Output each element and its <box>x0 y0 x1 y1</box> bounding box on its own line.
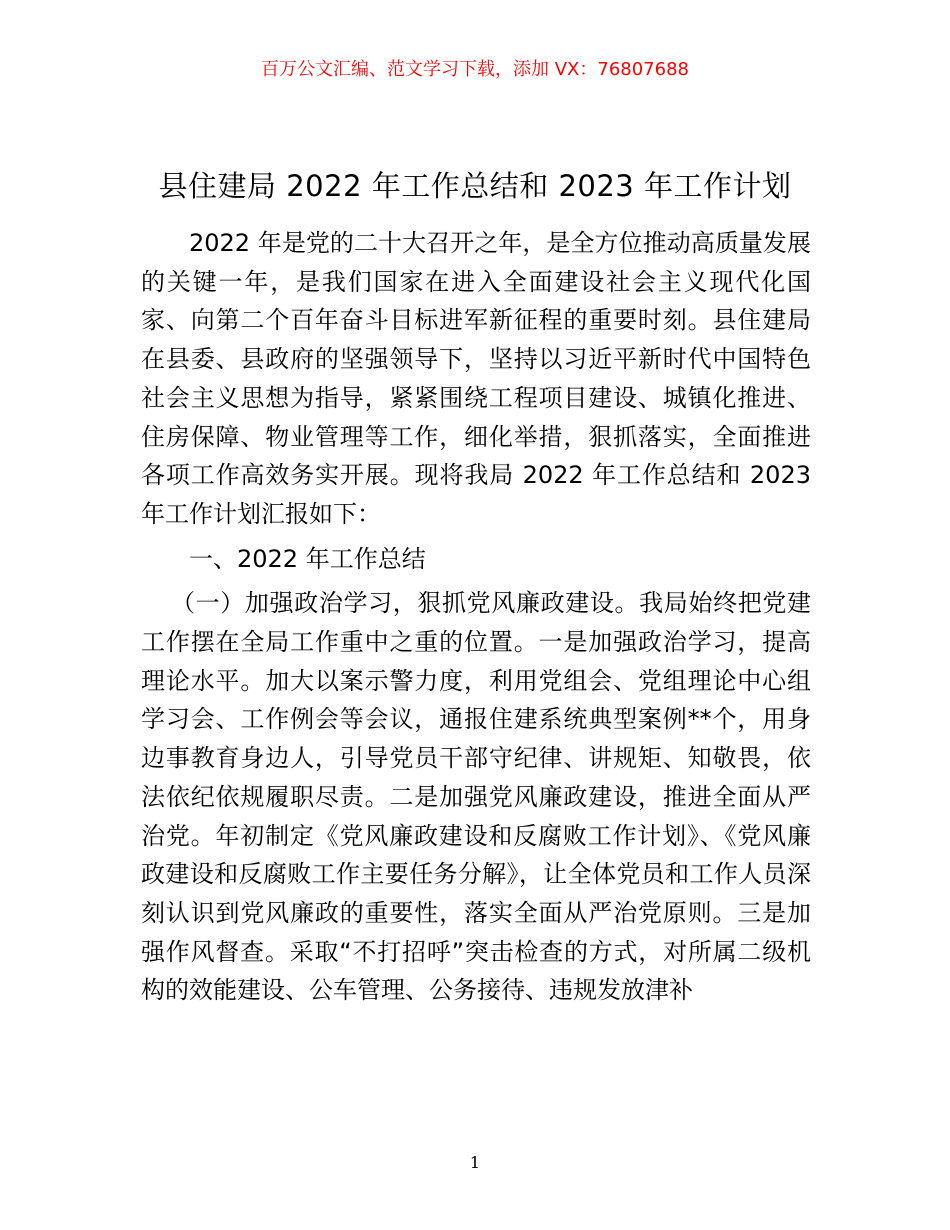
section-paragraph: （一）加强政治学习，狠抓党风廉政建设。我局始终把党建工作摆在全局工作重中之重的位置。一是加强政治学习，提高理论水平。加大以案示警力度，利用党组会、党组理论中心组学习会、工作例会等会议，通报住建系统典型案例**个，用身边事教育身边人，引导党员干部守纪律、讲规矩、知敬畏，依法依纪依规履职尽责。二是加强党风廉政建设，推进全面从严治党。年初制定《党风廉政建设和反腐败工作计划》、《党风廉政建设和反腐败工作主要任务分解》，让全体党员和工作人员深刻认识到党风廉政的重要性，落实全面从严治党原则。三是加强作风督查。采取“不打招呼”突击检查的方式，对所属二级机构的效能建设、公车管理、公务接待、违规发放津补 <box>141 589 811 1005</box>
page-number: 1 <box>469 1153 481 1172</box>
document-title: 县住建局 2022 年工作总结和 2023 年工作计划 <box>158 169 792 203</box>
header-banner: 百万公文汇编、范文学习下载，添加 VX：76807688 <box>261 59 689 80</box>
document-body <box>141 224 811 1010</box>
section-heading: 一、2022 年工作总结 <box>189 544 426 573</box>
intro-paragraph: 2022 年是党的二十大召开之年，是全方位推动高质量发展的关键一年，是我们国家在进入全面建设社会主义现代化国家、向第二个百年奋斗目标进军新征程的重要时刻。县住建局在县委、县政府的坚强领导下，坚持以习近平新时代中国特色社会主义思想为指导，紧紧围绕工程项目建设、城镇化推进、住房保障、物业管理等工作，细化举措，狠抓落实，全面推进各项工作高效务实开展。现将我局 2022 年工作总结和 2023 年工作计划汇报如下： <box>141 229 811 528</box>
